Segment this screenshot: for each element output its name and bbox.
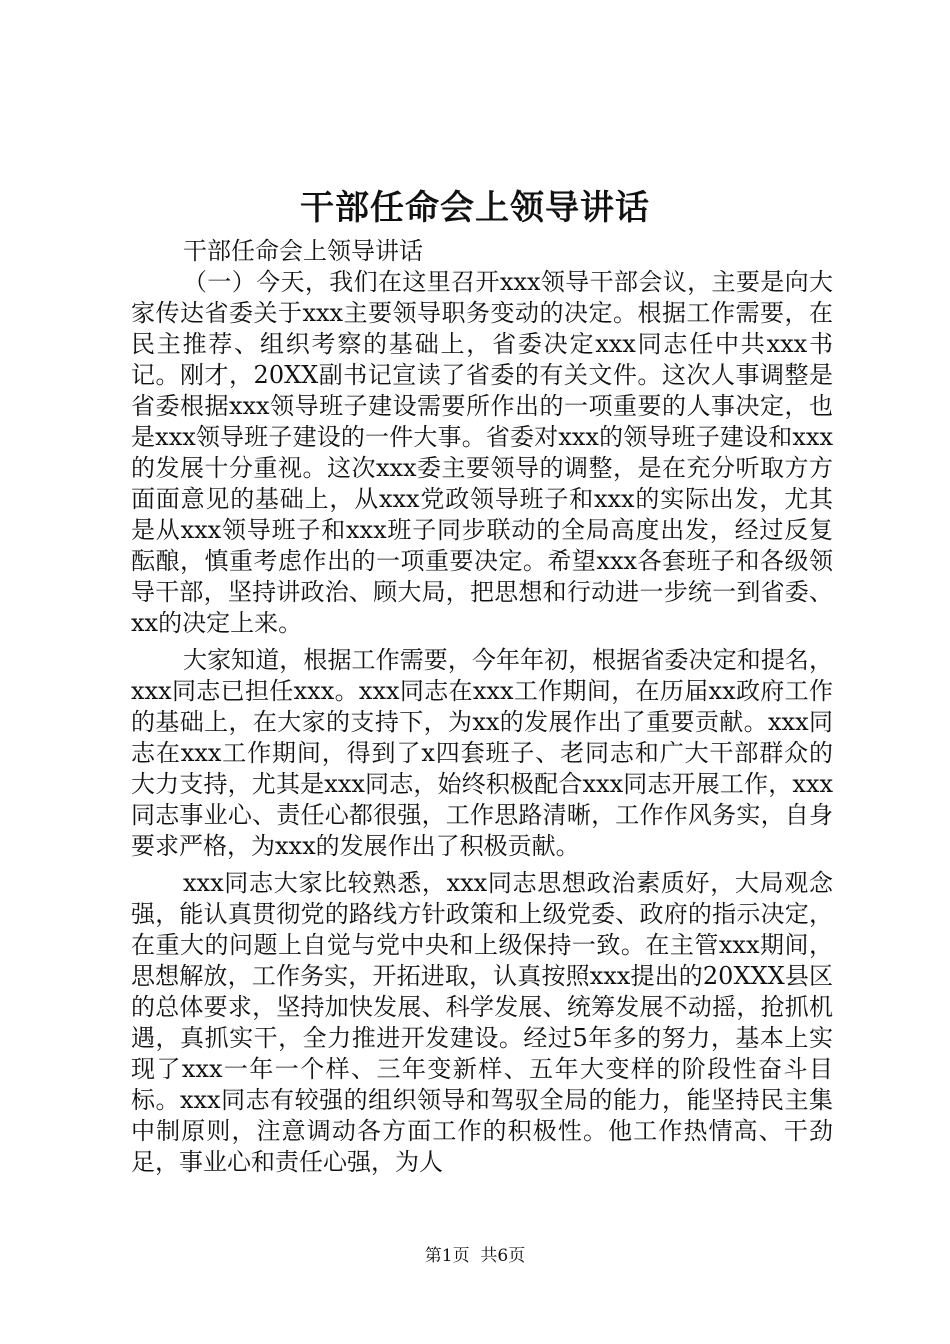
body-paragraph-3: xxx同志大家比较熟悉，xxx同志思想政治素质好，大局观念强，能认真贯彻党的路线方针政策和上级党委、政府的指示决定，在重大的问题上自觉与党中央和上级保持一致。在主管xxx期间，思想解放，工作务实，开拓进取，认真按照xxx提出的20XXX县区的总体要求，坚持加快发展、科学发展、统筹发展不动摇，抢抓机遇，真抓实干，全力推进开发建设。经过5年多的努力，基本上实现了xxx一年一个样、三年变新样、五年大变样的阶段性奋斗目标。xxx同志有较强的组织领导和驾驭全局的能力，能坚持民主集中制原则，注意调动各方面工作的积极性。他工作热情高、干劲足，事业心和责任心强，为人: [131, 869, 833, 1176]
document-subtitle: 干部任命会上领导讲话: [183, 237, 423, 265]
body-paragraph-2: 大家知道，根据工作需要，今年年初，根据省委决定和提名，xxx同志已担任xxx。xxx同志在xxx工作期间，在历届xx政府工作的基础上，在大家的支持下，为xx的发展作出了重要贡献。xxx同志在xxx工作期间，得到了x四套班子、老同志和广大干部群众的大力支持，尤其是xxx同志，始终积极配合xxx同志开展工作，xxx同志事业心、责任心都很强，工作思路清晰，工作作风务实，自身要求严格，为xxx的发展作出了积极贡献。: [131, 646, 833, 860]
document-body: [131, 236, 833, 1178]
document-title: 干部任命会上领导讲话: [300, 188, 650, 228]
page-number-footer: 第1页 共6页: [424, 1246, 526, 1266]
body-paragraph-1: （一）今天，我们在这里召开xxx领导干部会议，主要是向大家传达省委关于xxx主要领导职务变动的决定。根据工作需要，在民主推荐、组织考察的基础上，省委决定xxx同志任中共xxx书记。刚才，20XX副书记宣读了省委的有关文件。这次人事调整是省委根据xxx领导班子建设需要所作出的一项重要的人事决定，也是xxx领导班子建设的一件大事。省委对xxx的领导班子建设和xxx的发展十分重视。这次xxx委主要领导的调整，是在充分听取方方面面意见的基础上，从xxx党政领导班子和xxx的实际出发，尤其是从xxx领导班子和xxx班子同步联动的全局高度出发，经过反复酝酿，慎重考虑作出的一项重要决定。希望xxx各套班子和各级领导干部，坚持讲政治、顾大局，把思想和行动进一步统一到省委、xx的决定上来。: [131, 268, 833, 637]
